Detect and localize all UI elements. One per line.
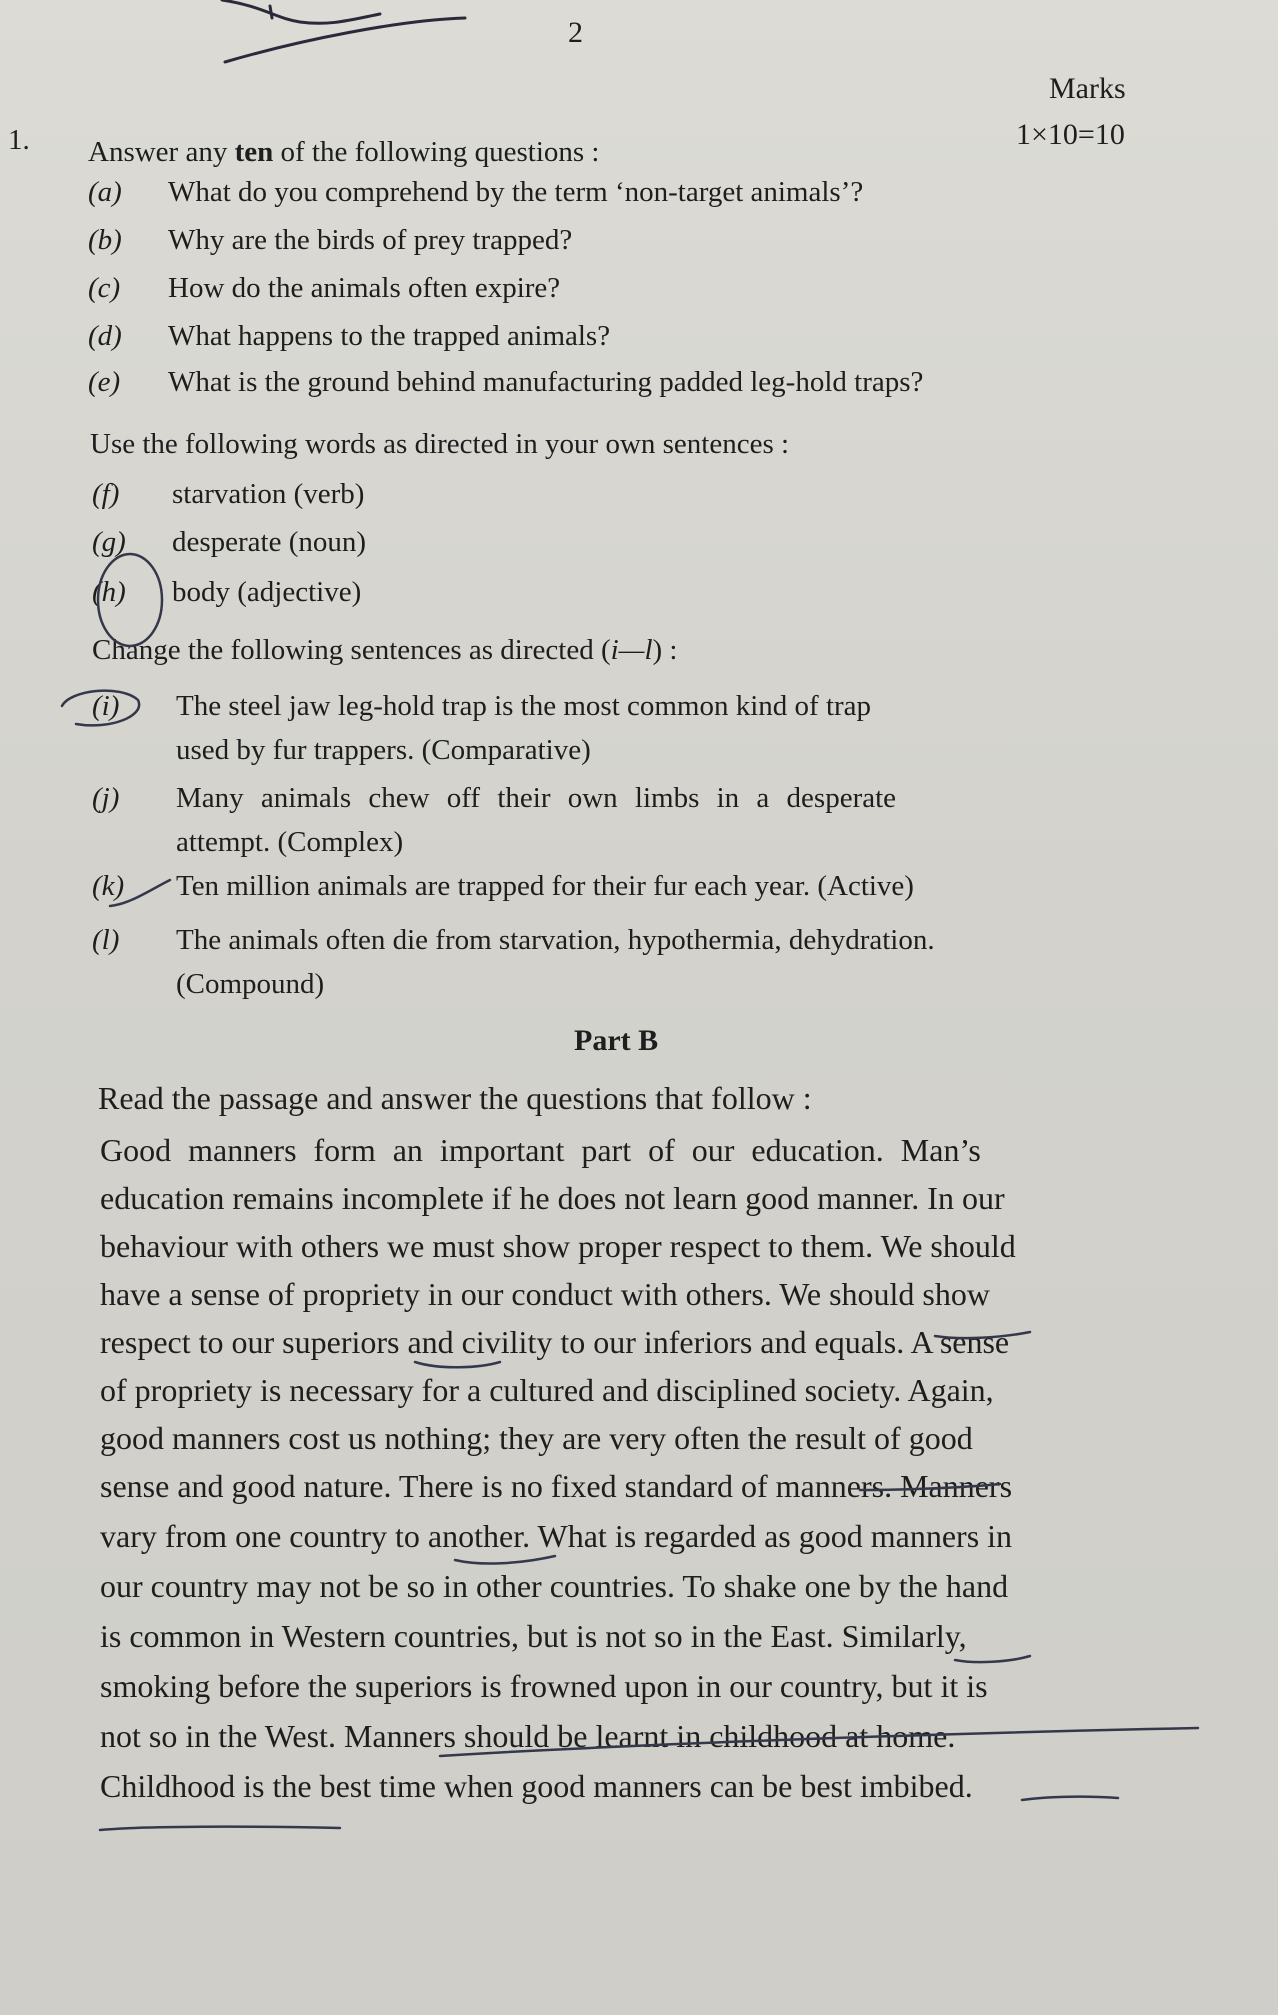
item-text: Why are the birds of prey trapped? <box>168 224 573 256</box>
passage-line: is common in Western countries, but is not so in the East. Similarly, <box>100 1618 967 1654</box>
item-label: (i) <box>92 690 120 722</box>
item-text: How do the animals often expire? <box>168 272 561 304</box>
change-instruction-pre: Change the following sentences as directed ( <box>92 634 611 666</box>
part-b-title: Part B <box>574 1024 659 1057</box>
item-text-line1: The animals often die from starvation, hypothermia, dehydration. <box>176 924 935 956</box>
passage-line: Good manners form an important part of our education. Man’s <box>100 1132 981 1168</box>
item-text: Ten million animals are trapped for their fur each year. (Active) <box>176 870 914 902</box>
item-text-line2: used by fur trappers. (Comparative) <box>176 734 591 766</box>
item-label: (g) <box>92 526 126 558</box>
prompt-bold: ten <box>234 136 274 168</box>
prompt-pre: Answer any <box>88 136 235 168</box>
page-number: 2 <box>568 16 583 49</box>
passage-line: respect to our superiors and civility to our inferiors and equals. A sense <box>100 1324 1010 1360</box>
item-label: (a) <box>88 176 122 208</box>
item-text-line1: The steel jaw leg-hold trap is the most common kind of trap <box>176 690 872 722</box>
item-text: What is the ground behind manufacturing padded leg-hold traps? <box>168 366 924 398</box>
passage-line: of propriety is necessary for a cultured and disciplined society. Again, <box>100 1372 994 1408</box>
change-instruction-range: i—l <box>610 634 653 666</box>
change-instruction-post: ) : <box>652 634 678 666</box>
item-text: What happens to the trapped animals? <box>168 320 611 352</box>
passage-line: vary from one country to another. What is regarded as good manners in <box>100 1518 1013 1554</box>
question-number: 1. <box>8 124 30 156</box>
item-label: (h) <box>92 576 126 608</box>
marks-value: 1×10=10 <box>1016 118 1125 151</box>
passage-line: good manners cost us nothing; they are very often the result of good <box>100 1420 973 1456</box>
item-text-line2: (Compound) <box>176 968 325 1000</box>
item-label: (j) <box>92 782 120 814</box>
item-text: starvation (verb) <box>172 478 365 510</box>
item-text-line1: Many animals chew off their own limbs in a desperate <box>176 782 897 814</box>
passage-line: smoking before the superiors is frowned upon in our country, but it is <box>100 1668 988 1704</box>
part-b-instruction: Read the passage and answer the questions that follow : <box>98 1080 812 1116</box>
item-text-line2: attempt. (Complex) <box>176 826 404 858</box>
passage-line: have a sense of propriety in our conduct with others. We should show <box>100 1276 990 1312</box>
passage-line: Childhood is the best time when good manners can be best imbibed. <box>100 1768 973 1804</box>
passage-line: not so in the West. Manners should be learnt in childhood at home. <box>100 1718 956 1754</box>
words-instruction: Use the following words as directed in your own sentences : <box>90 428 790 460</box>
item-label: (d) <box>88 320 122 352</box>
item-label: (l) <box>92 924 120 956</box>
passage-line: our country may not be so in other countries. To shake one by the hand <box>100 1568 1009 1604</box>
item-label: (f) <box>92 478 120 510</box>
item-label: (b) <box>88 224 122 256</box>
item-text: body (adjective) <box>172 576 362 608</box>
prompt-post: of the following questions : <box>273 136 600 168</box>
passage-line: sense and good nature. There is no fixed standard of manners. Manners <box>100 1468 1013 1504</box>
passage-line: education remains incomplete if he does not learn good manner. In our <box>100 1180 1005 1216</box>
item-label: (c) <box>88 272 121 304</box>
item-label: (e) <box>88 366 121 398</box>
item-text: desperate (noun) <box>172 526 367 558</box>
item-label: (k) <box>92 870 125 902</box>
marks-heading: Marks <box>1049 72 1126 105</box>
passage-line: behaviour with others we must show proper respect to them. We should <box>100 1228 1016 1264</box>
item-text: What do you comprehend by the term ‘non-target animals’? <box>168 176 864 208</box>
